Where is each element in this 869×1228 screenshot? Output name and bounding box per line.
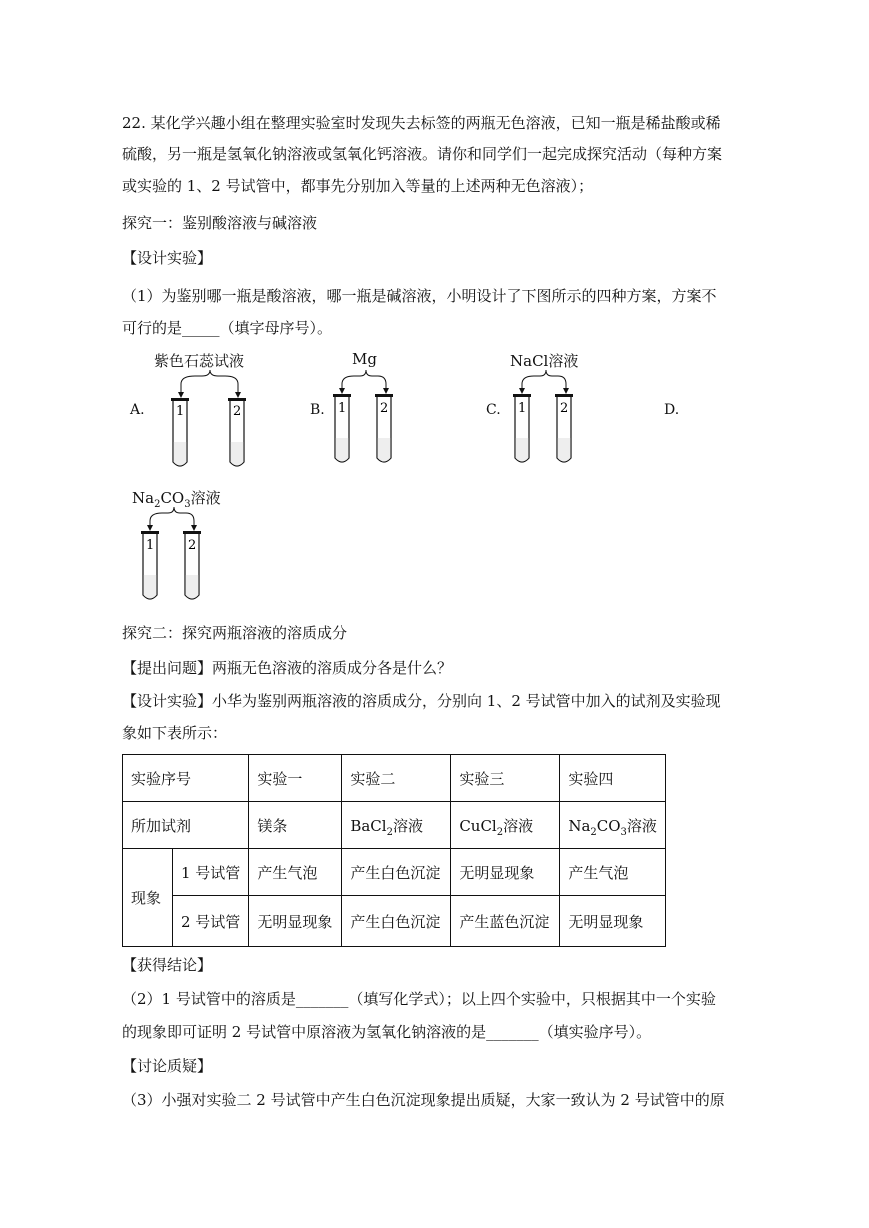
option-a-diagram bbox=[140, 350, 280, 475]
tube-1 bbox=[333, 394, 351, 462]
table-cell: 1 号试管 bbox=[173, 849, 249, 896]
explore-one-heading: 探究一：鉴别酸溶液与碱溶液 bbox=[122, 214, 318, 232]
conclusion-heading: 【获得结论】 bbox=[122, 956, 213, 974]
svg-text:1: 1 bbox=[518, 401, 527, 416]
intro-line-3: 或实验的 1、2 号试管中，都事先分别加入等量的上述两种无色溶液）； bbox=[122, 177, 594, 195]
design-line-2: 象如下表所示： bbox=[122, 724, 228, 742]
test-tubes-b bbox=[320, 370, 440, 475]
table-cell: 无明显现象 bbox=[249, 896, 342, 947]
svg-text:2: 2 bbox=[233, 404, 242, 419]
tube-1 bbox=[171, 398, 189, 466]
table-row bbox=[123, 802, 666, 849]
question-1-line-2: 可行的是_____（填字母序号）。 bbox=[122, 319, 333, 337]
svg-text:1: 1 bbox=[146, 538, 155, 553]
table-row bbox=[123, 755, 666, 802]
option-b-letter: B. bbox=[310, 402, 325, 418]
table-cell: 实验一 bbox=[249, 755, 342, 802]
design-line-1: 【设计实验】小华为鉴别两瓶溶液的溶质成分，分别向 1、2 号试管中加入的试剂及实验现 bbox=[122, 692, 721, 710]
option-b-diagram bbox=[320, 350, 440, 475]
table-cell: CuCl$_2$溶液 bbox=[451, 802, 560, 849]
option-c-letter: C. bbox=[486, 402, 501, 418]
intro-line-2: 硫酸，另一瓶是氢氧化钠溶液或氢氧化钙溶液。请你和同学们一起完成探究活动（每种方案 bbox=[122, 145, 723, 163]
table-cell: 实验三 bbox=[451, 755, 560, 802]
test-tubes-a bbox=[140, 370, 280, 475]
option-a-letter: A. bbox=[130, 402, 145, 418]
question-heading: 【提出问题】两瓶无色溶液的溶质成分各是什么？ bbox=[122, 659, 453, 677]
svg-text:2: 2 bbox=[188, 538, 197, 553]
table-cell: 所加试剂 bbox=[123, 802, 249, 849]
svg-text:2: 2 bbox=[560, 401, 569, 416]
table-cell: 实验序号 bbox=[123, 755, 249, 802]
table-cell: 2 号试管 bbox=[173, 896, 249, 947]
tube-1 bbox=[141, 531, 159, 599]
option-a-reagent: 紫色石蕊试液 bbox=[154, 352, 245, 370]
table-cell: 实验二 bbox=[342, 755, 451, 802]
svg-text:2: 2 bbox=[380, 401, 389, 416]
svg-text:1: 1 bbox=[176, 404, 185, 419]
question-3-line-1: （3）小强对实验二 2 号试管中产生白色沉淀现象提出质疑，大家一致认为 2 号试管中的原 bbox=[122, 1091, 725, 1109]
table-cell: 产生蓝色沉淀 bbox=[451, 896, 560, 947]
table-cell: BaCl$_2$溶液 bbox=[342, 802, 451, 849]
intro-line-1: 22. 某化学兴趣小组在整理实验室时发现失去标签的两瓶无色溶液，已知一瓶是稀盐酸或稀 bbox=[122, 114, 721, 132]
table-cell: 产生白色沉淀 bbox=[342, 849, 451, 896]
option-c-reagent: NaCl溶液 bbox=[510, 352, 579, 370]
table-cell: 无明显现象 bbox=[451, 849, 560, 896]
tube-2 bbox=[555, 394, 573, 462]
option-d-diagram bbox=[128, 487, 248, 612]
table-cell: $Na_2CO_3$溶液 bbox=[560, 802, 666, 849]
table-cell: 产生白色沉淀 bbox=[342, 896, 451, 947]
test-tubes-c bbox=[500, 370, 620, 475]
discuss-heading: 【讨论质疑】 bbox=[122, 1057, 213, 1075]
table-cell: 产生气泡 bbox=[560, 849, 666, 896]
option-d-reagent: $Na_2CO_3$溶液 bbox=[132, 489, 221, 510]
table-cell: 无明显现象 bbox=[560, 896, 666, 947]
explore-two-heading: 探究二：探究两瓶溶液的溶质成分 bbox=[122, 624, 348, 642]
question-2-line-1: （2）1 号试管中的溶质是_______（填写化学式）；以上四个实验中，只根据其中一个实验 bbox=[122, 990, 716, 1008]
tube-2 bbox=[183, 531, 201, 599]
table-cell: 实验四 bbox=[560, 755, 666, 802]
option-d-letter: D. bbox=[664, 402, 680, 418]
table-row bbox=[123, 896, 666, 947]
question-1-line-1: （1）为鉴别哪一瓶是酸溶液，哪一瓶是碱溶液，小明设计了下图所示的四种方案，方案不 bbox=[122, 287, 717, 305]
table-cell: 现象 bbox=[123, 849, 173, 947]
table-row bbox=[123, 849, 666, 896]
tube-2 bbox=[228, 398, 246, 466]
option-b-reagent: Mg bbox=[352, 350, 377, 368]
option-c-diagram bbox=[500, 350, 620, 475]
experiment-table bbox=[122, 754, 666, 947]
tube-1 bbox=[513, 394, 531, 462]
design-heading: 【设计实验】 bbox=[122, 249, 213, 267]
table-cell: 镁条 bbox=[249, 802, 342, 849]
test-tubes-d bbox=[128, 507, 248, 612]
question-2-line-2: 的现象即可证明 2 号试管中原溶液为氢氧化钠溶液的是_______（填实验序号）。 bbox=[122, 1023, 652, 1041]
svg-text:1: 1 bbox=[338, 401, 347, 416]
table-cell: 产生气泡 bbox=[249, 849, 342, 896]
tube-2 bbox=[375, 394, 393, 462]
